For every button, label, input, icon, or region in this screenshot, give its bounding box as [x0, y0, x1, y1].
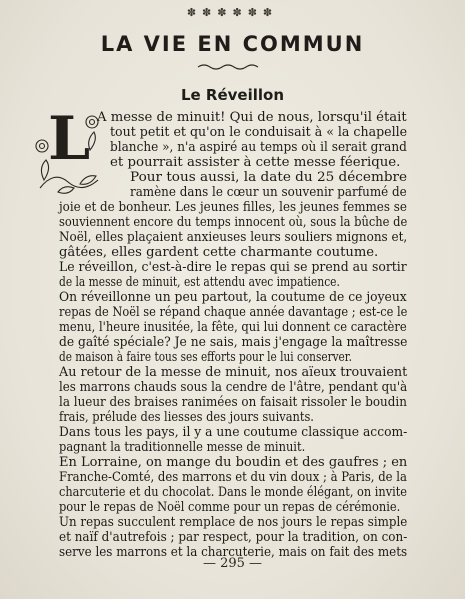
text-line: frais, prélude des liesses des jours suivants. — [59, 410, 314, 425]
text-line: blanche », n'a aspiré au temps où il serait grand — [110, 140, 407, 155]
text-line: pagnant la traditionnelle messe de minuit. — [59, 440, 306, 455]
text-line: serve les marrons et la charcuterie, mais on fait des mets — [59, 545, 408, 560]
text-line: tout petit et qu'on le conduisait à « la chapelle — [110, 125, 408, 140]
text-line: Au retour de la messe de minuit, nos aïeux trouvaient — [59, 365, 408, 380]
article-title: Le Réveillon — [180, 86, 285, 104]
text-line: A messe de minuit! Qui de nous, lorsqu'il était — [97, 110, 407, 125]
text-line: En Lorraine, on mange du boudin et des gaufres ; en — [59, 455, 408, 470]
text-line: gâtées, elles gardent cette charmante coutume. — [59, 245, 379, 260]
text-line: de la messe de minuit, est attendu avec impatience. — [59, 275, 340, 290]
text-line: les marrons chauds sous la cendre de l'âtre, pendant qu'à — [59, 380, 408, 395]
text-line: repas de Noël se répand chaque année davantage ; est-ce le — [59, 305, 408, 320]
text-line: la lueur des braises ranimées on faisait rissoler le boudin — [59, 395, 407, 410]
drop-cap-letter: L — [48, 104, 91, 174]
text-line: menu, l'heure inusitée, la fête, qui lui donnent ce caractère — [59, 320, 407, 335]
text-line: et naïf d'autrefois ; par respect, pour la tradition, on con- — [59, 530, 408, 545]
text-line: charcuterie et du chocolat. Dans le monde élégant, on invite — [59, 485, 408, 500]
text-line: Pour tous aussi, la date du 25 décembre — [130, 170, 408, 185]
text-line: On réveillonne un peu partout, la coutume de ce joyeux — [59, 290, 407, 305]
text-line: Franche-Comté, des marrons et du vin doux ; à Paris, de la — [59, 470, 407, 485]
text-line: pour le repas de Noël comme pour un repas de cérémonie. — [59, 500, 401, 515]
text-line: et pourrait assister à cette messe féerique. — [110, 155, 401, 170]
section-title: LA VIE EN COMMUN — [100, 32, 365, 56]
ornament-stars: ✽✽✽✽✽✽ — [186, 6, 279, 19]
text-line: souviennent encore du temps innocent où, sous la bûche de — [59, 215, 408, 230]
text-line: de maison à faire tous ses efforts pour le lui conserver. — [59, 350, 352, 365]
text-line: ramène dans le cœur un souvenir parfumé de — [130, 185, 407, 200]
text-line: de gaîté spéciale? Je ne sais, mais j'engage la maîtresse — [59, 335, 408, 350]
text-line: joie et de bonheur. Les jeunes filles, les jeunes femmes se — [59, 200, 407, 215]
decorated-initial — [34, 104, 104, 198]
text-line: Noël, elles plaçaient anxieuses leurs souliers mignons et, — [59, 230, 408, 245]
text-line: Le réveillon, c'est-à-dire le repas qui se prend au sortir — [59, 260, 407, 275]
text-line: Dans tous les pays, il y a une coutume classique accom- — [59, 425, 408, 440]
flourish-ornament — [196, 62, 260, 72]
page-number: — 295 — — [202, 556, 263, 571]
text-line: Un repas succulent remplace de nos jours le repas simple — [59, 515, 408, 530]
